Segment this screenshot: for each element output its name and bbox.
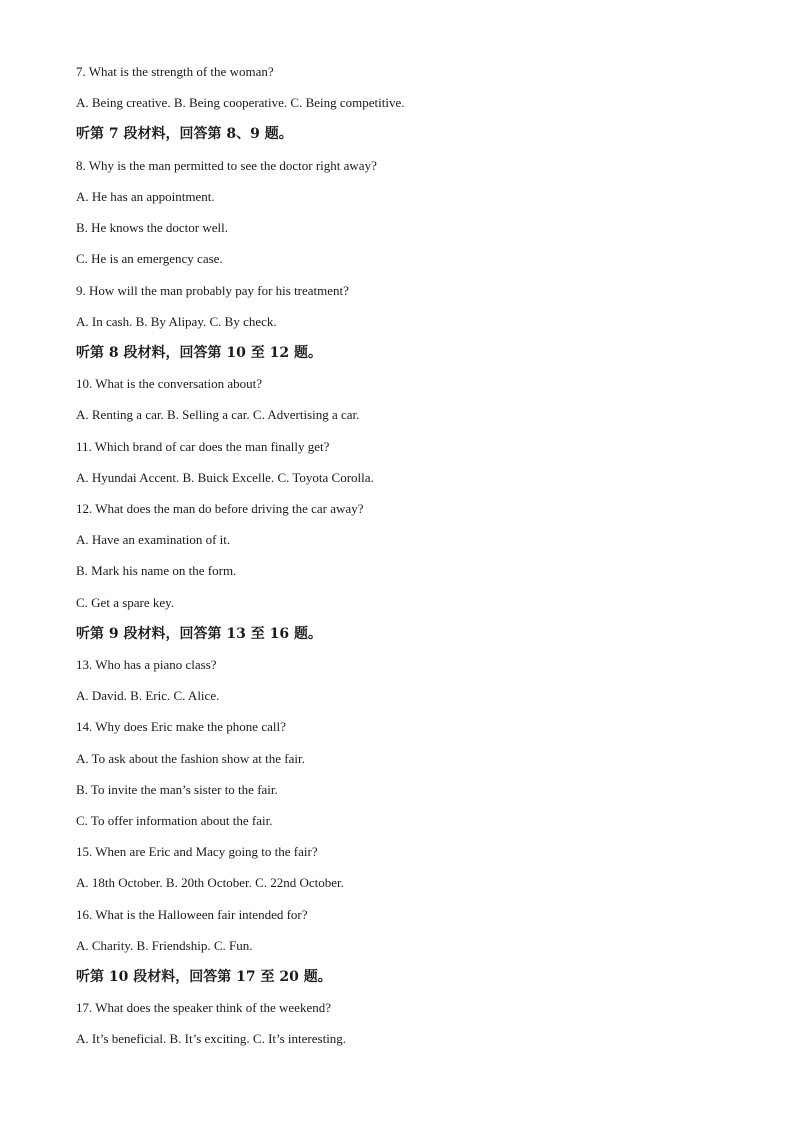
section-heading-10: 听第 10 段材料，回答第 17 至 20 题。: [76, 969, 332, 985]
question-10: 10. What is the conversation about?: [76, 376, 263, 391]
option-12b: B. Mark his name on the form.: [76, 563, 237, 578]
question-11: 11. Which brand of car does the man finally get?: [76, 439, 330, 454]
options-17: A. It’s beneficial. B. It’s exciting. C. It’s interesting.: [76, 1031, 347, 1046]
option-12a: A. Have an examination of it.: [76, 532, 231, 547]
question-13: 13. Who has a piano class?: [76, 657, 217, 672]
options-7: A. Being creative. B. Being cooperative. C. Being competitive.: [76, 95, 405, 110]
options-15: A. 18th October. B. 20th October. C. 22nd October.: [76, 875, 344, 890]
question-9: 9. How will the man probably pay for his treatment?: [76, 283, 349, 298]
option-14a: A. To ask about the fashion show at the fair.: [76, 751, 305, 766]
question-16: 16. What is the Halloween fair intended for?: [76, 907, 308, 922]
question-17: 17. What does the speaker think of the weekend?: [76, 1000, 331, 1015]
question-12: 12. What does the man do before driving the car away?: [76, 501, 364, 516]
question-7: 7. What is the strength of the woman?: [76, 64, 274, 79]
section-heading-7: 听第 7 段材料，回答第 8、9 题。: [76, 126, 293, 142]
options-11: A. Hyundai Accent. B. Buick Excelle. C. Toyota Corolla.: [76, 470, 374, 485]
option-8a: A. He has an appointment.: [76, 189, 215, 204]
option-14c: C. To offer information about the fair.: [76, 813, 273, 828]
section-heading-9: 听第 9 段材料，回答第 13 至 16 题。: [76, 626, 322, 642]
option-8b: B. He knows the doctor well.: [76, 220, 229, 235]
options-9: A. In cash. B. By Alipay. C. By check.: [76, 314, 277, 329]
question-8: 8. Why is the man permitted to see the doctor right away?: [76, 158, 377, 173]
option-14b: B. To invite the man’s sister to the fair.: [76, 782, 278, 797]
option-8c: C. He is an emergency case.: [76, 251, 223, 266]
options-10: A. Renting a car. B. Selling a car. C. Advertising a car.: [76, 407, 360, 422]
option-12c: C. Get a spare key.: [76, 595, 175, 610]
question-14: 14. Why does Eric make the phone call?: [76, 719, 286, 734]
options-16: A. Charity. B. Friendship. C. Fun.: [76, 938, 253, 953]
question-15: 15. When are Eric and Macy going to the fair?: [76, 844, 318, 859]
options-13: A. David. B. Eric. C. Alice.: [76, 688, 220, 703]
section-heading-8: 听第 8 段材料，回答第 10 至 12 题。: [76, 345, 322, 361]
